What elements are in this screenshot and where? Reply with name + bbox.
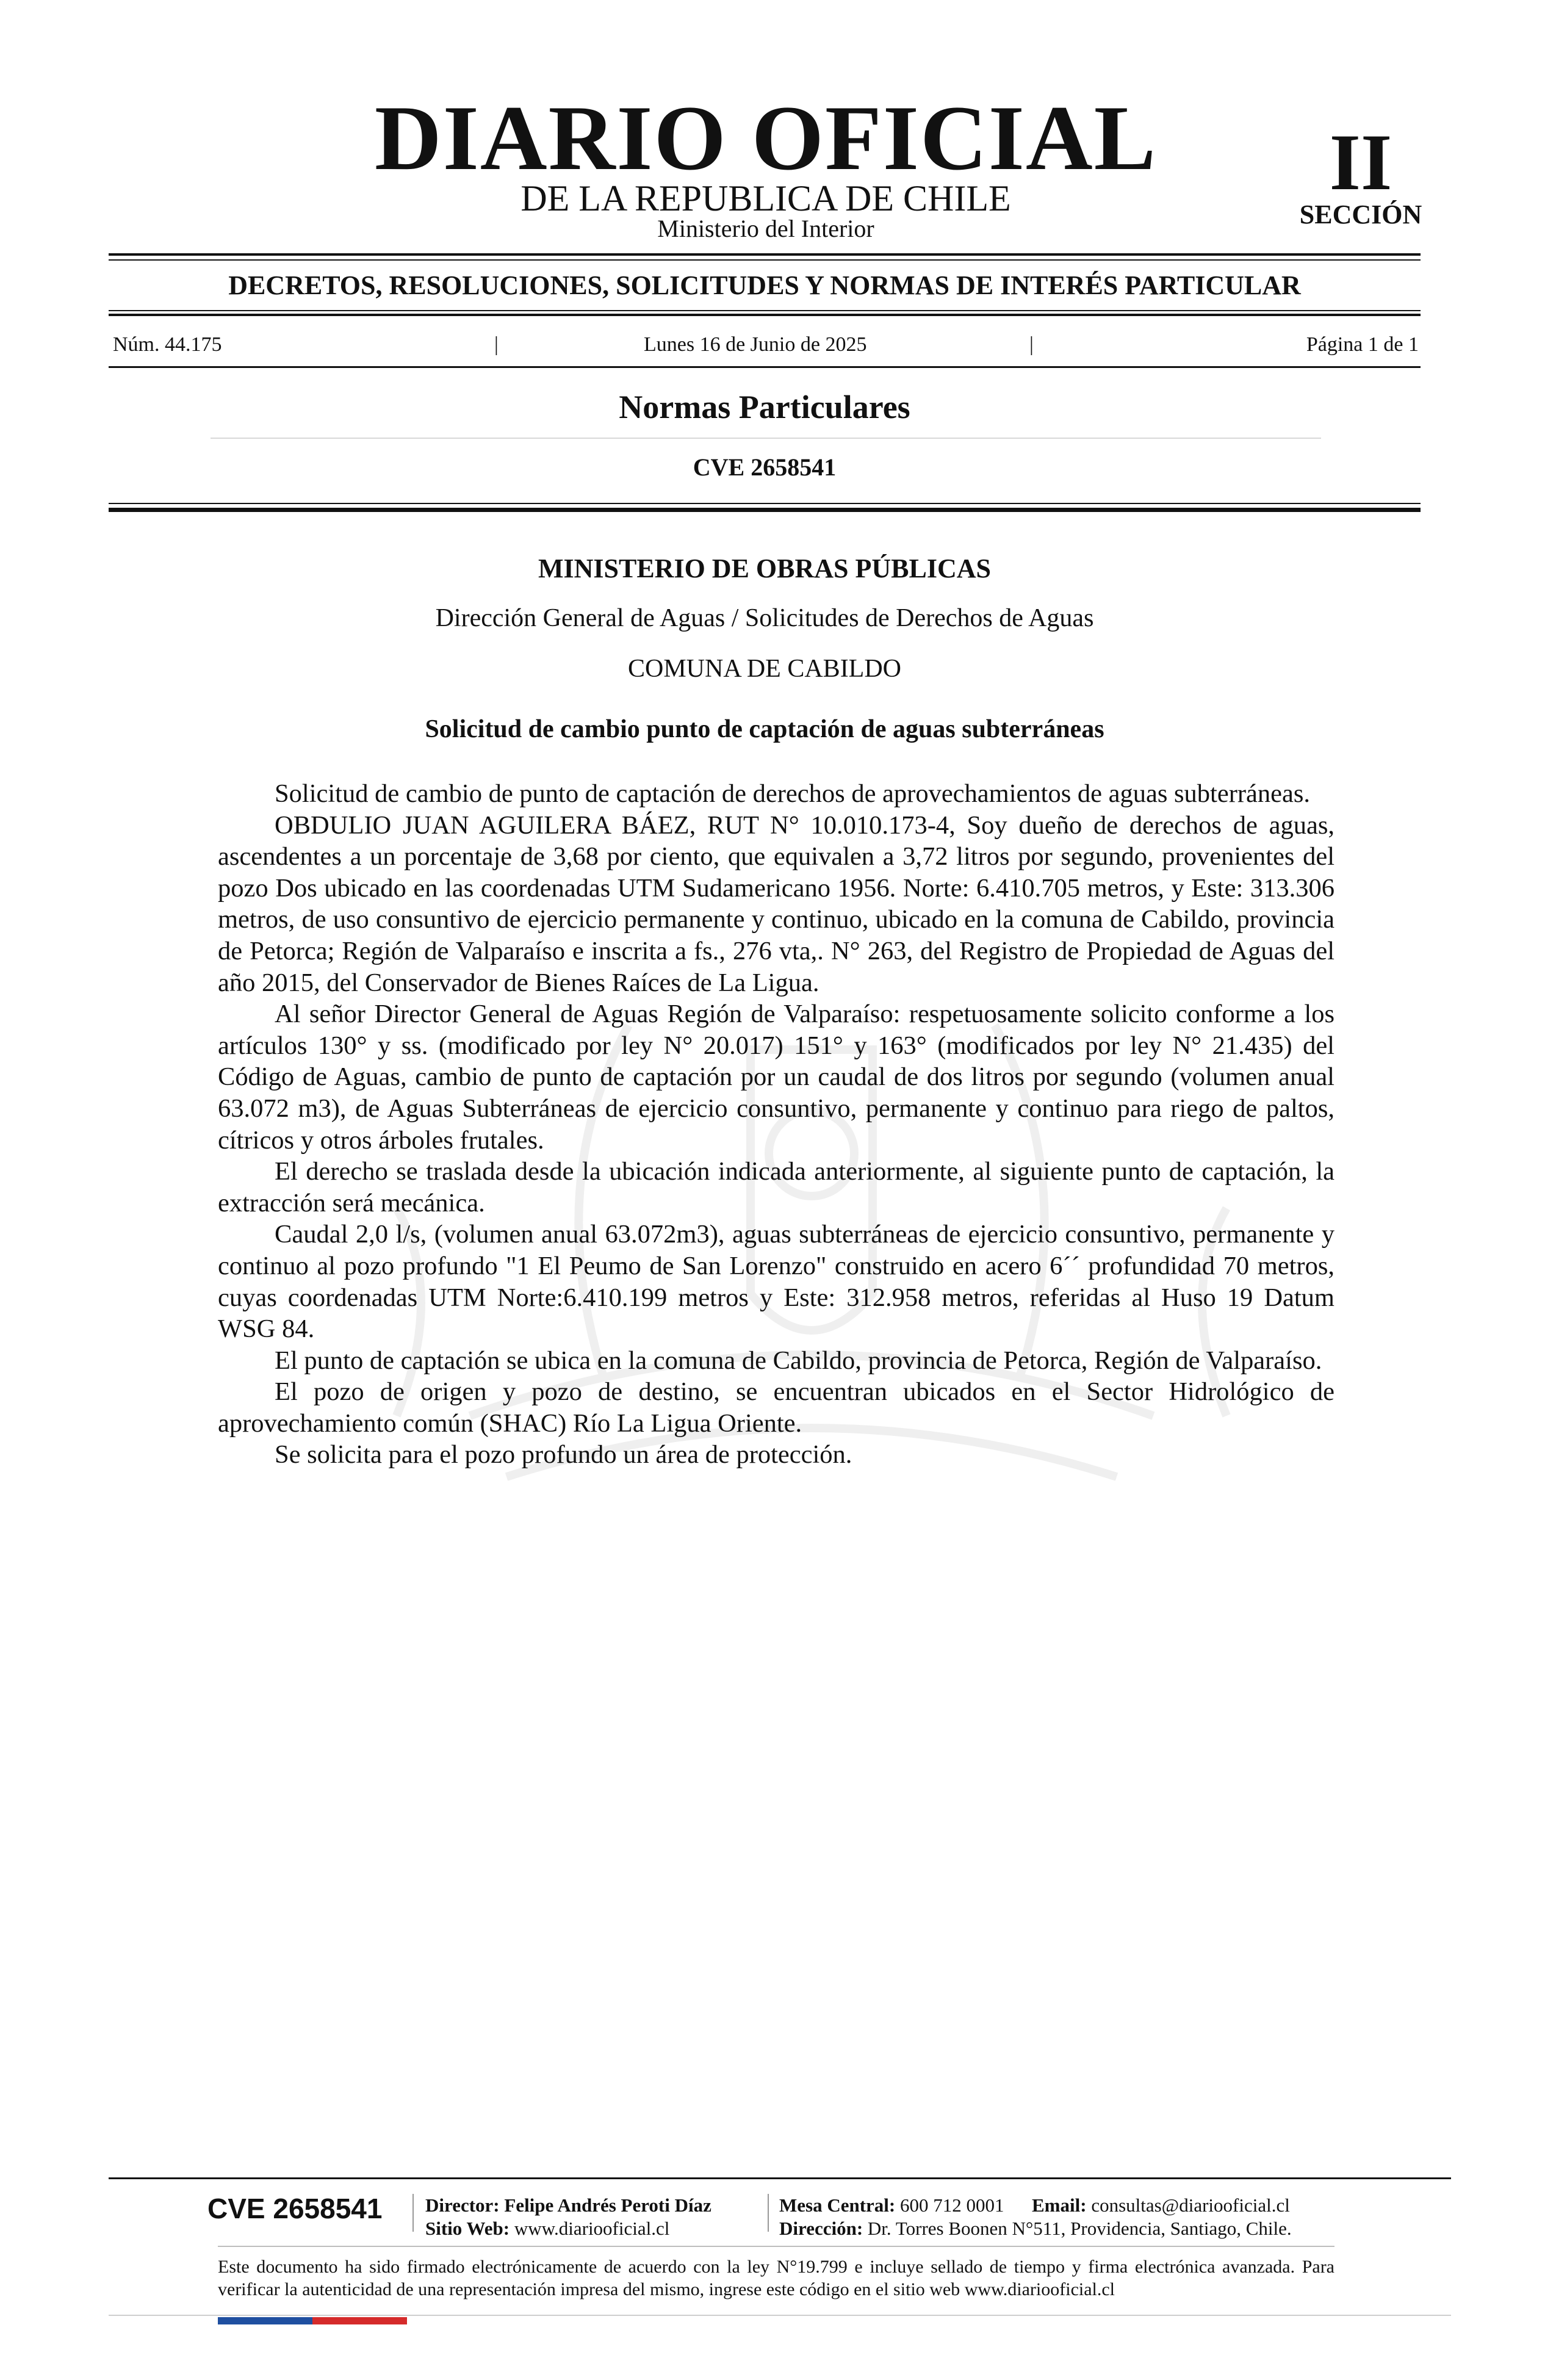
document-comuna: COMUNA DE CABILDO — [627, 655, 901, 683]
director-label: Director: — [425, 2194, 500, 2216]
info-bar-rule — [109, 366, 1421, 368]
footer-legal-note: Este documento ha sido firmado electrónicamente de acuerdo con la ley N°19.799 e incluye sellado de tiempo y firma electrónica avanzada. Para verificar la autenticidad de una representación impresa del mismo, ingrese este código en el sitio web www.diariooficial.cl — [218, 2257, 1334, 2299]
document-ministry: MINISTERIO DE OBRAS PÚBLICAS — [538, 554, 992, 583]
masthead-rule-top — [109, 253, 1421, 256]
email-label: Email: — [1032, 2194, 1087, 2216]
footer-divider — [218, 2246, 1334, 2247]
info-separator: | — [494, 333, 499, 356]
section-title: Normas Particulares — [619, 389, 910, 425]
document-body — [218, 778, 1334, 1471]
paragraph: Caudal 2,0 l/s, (volumen anual 63.072m3), aguas subterráneas de ejercicio consuntivo, permanente y continuo al pozo profundo "1 El Peumo de San Lorenzo" construido en acero 6´´ profundidad 70 metros, cuyas coordenadas UTM Norte:6.410.199 metros y Este: 312.958 metros, referidas al Huso 19 Datum WSG 84. — [218, 1220, 1334, 1344]
address-value: Dr. Torres Boonen N°511, Providencia, Santiago, Chile. — [867, 2218, 1292, 2239]
footer-separator — [412, 2194, 414, 2232]
document-direccion: Dirección General de Aguas / Solicitudes de Derechos de Aguas — [435, 604, 1094, 632]
document-title: Solicitud de cambio punto de captación de aguas subterráneas — [425, 715, 1104, 743]
paragraph: El pozo de origen y pozo de destino, se encuentran ubicados en el Sector Hidrológico de aprovechamiento común (SHAC) Río La Ligua Oriente. — [218, 1377, 1334, 1438]
website-link[interactable]: www.diariooficial.cl — [514, 2218, 670, 2239]
director-name: Felipe Andrés Peroti Díaz — [504, 2194, 711, 2216]
footer-cve-code: CVE 2658541 — [207, 2193, 383, 2224]
paragraph: Solicitud de cambio de punto de captación de derechos de aprovechamientos de aguas subterráneas. — [275, 779, 1311, 808]
paragraph: El punto de captación se ubica en la comuna de Cabildo, provincia de Petorca, Región de Valparaíso. — [275, 1346, 1322, 1375]
header-rule-thick — [109, 508, 1421, 512]
footer-rule — [109, 2177, 1451, 2179]
mesa-value: 600 712 0001 — [900, 2194, 1004, 2216]
footer-contact — [779, 2196, 1290, 2215]
footer-director — [425, 2196, 711, 2215]
masthead-subtitle: DE LA REPUBLICA DE CHILE — [520, 178, 1011, 218]
page-indicator: Página 1 de 1 — [1306, 333, 1419, 356]
paragraph: Se solicita para el pozo profundo un área de protección. — [275, 1440, 852, 1469]
issue-number: Núm. 44.175 — [113, 333, 222, 356]
mesa-label: Mesa Central: — [779, 2194, 896, 2216]
footer-website — [425, 2219, 669, 2238]
section-divider — [211, 438, 1321, 439]
banner-rule-bottom — [109, 314, 1421, 316]
masthead-rule-top-thin — [109, 259, 1421, 261]
footer-address — [779, 2219, 1292, 2238]
info-separator: | — [1029, 333, 1034, 356]
masthead-title: DIARIO OFICIAL — [374, 87, 1158, 189]
footer-bottom-rule — [109, 2315, 1451, 2316]
section-label: SECCIÓN — [1299, 200, 1422, 229]
website-label: Sitio Web: — [425, 2218, 510, 2239]
email-link[interactable]: consultas@diariooficial.cl — [1091, 2194, 1290, 2216]
banner-heading: DECRETOS, RESOLUCIONES, SOLICITUDES Y NORMAS DE INTERÉS PARTICULAR — [228, 270, 1301, 300]
paragraph: Al señor Director General de Aguas Región de Valparaíso: respetuosamente solicito conforme a los artículos 130° y ss. (modificado por ley N° 20.017) 151° y 163° (modificados por ley N° 21.435) del Código de Aguas, cambio de punto de captación por un caudal de dos litros por segundo (volumen anual 63.072 m3), de Aguas Subterráneas de ejercicio consuntivo, permanente y continuo para riego de paltos, cítricos y otros árboles frutales. — [218, 1000, 1334, 1155]
header-rule-thin — [109, 503, 1421, 504]
flag-stripe-blue — [218, 2317, 312, 2324]
address-label: Dirección: — [779, 2218, 863, 2239]
paragraph: OBDULIO JUAN AGUILERA BÁEZ, RUT N° 10.010.173-4, Soy dueño de derechos de aguas, ascendentes a un porcentaje de 3,68 por ciento, que equivalen a 3,72 litros por segundo, provenientes del pozo Dos ubicado en las coordenadas UTM Sudamericano 1956. Norte: 6.410.705 metros, y Este: 313.306 metros, de uso consuntivo de ejercicio permanente y continuo, ubicado en la comuna de Cabildo, provincia de Petorca; Región de Valparaíso e inscrita a fs., 276 vta,. N° 263, del Registro de Propiedad de Aguas del año 2015, del Conservador de Bienes Raíces de La Ligua. — [218, 810, 1334, 997]
section-number: II — [1329, 117, 1392, 207]
masthead-ministry: Ministerio del Interior — [657, 215, 874, 242]
banner-rule-bottom-thin — [109, 310, 1421, 311]
issue-date: Lunes 16 de Junio de 2025 — [644, 333, 867, 356]
footer-separator — [768, 2194, 769, 2232]
paragraph: El derecho se traslada desde la ubicación indicada anteriormente, al siguiente punto de captación, la extracción será mecánica. — [218, 1157, 1334, 1217]
flag-stripe-red — [312, 2317, 407, 2324]
cve-code: CVE 2658541 — [693, 453, 837, 481]
